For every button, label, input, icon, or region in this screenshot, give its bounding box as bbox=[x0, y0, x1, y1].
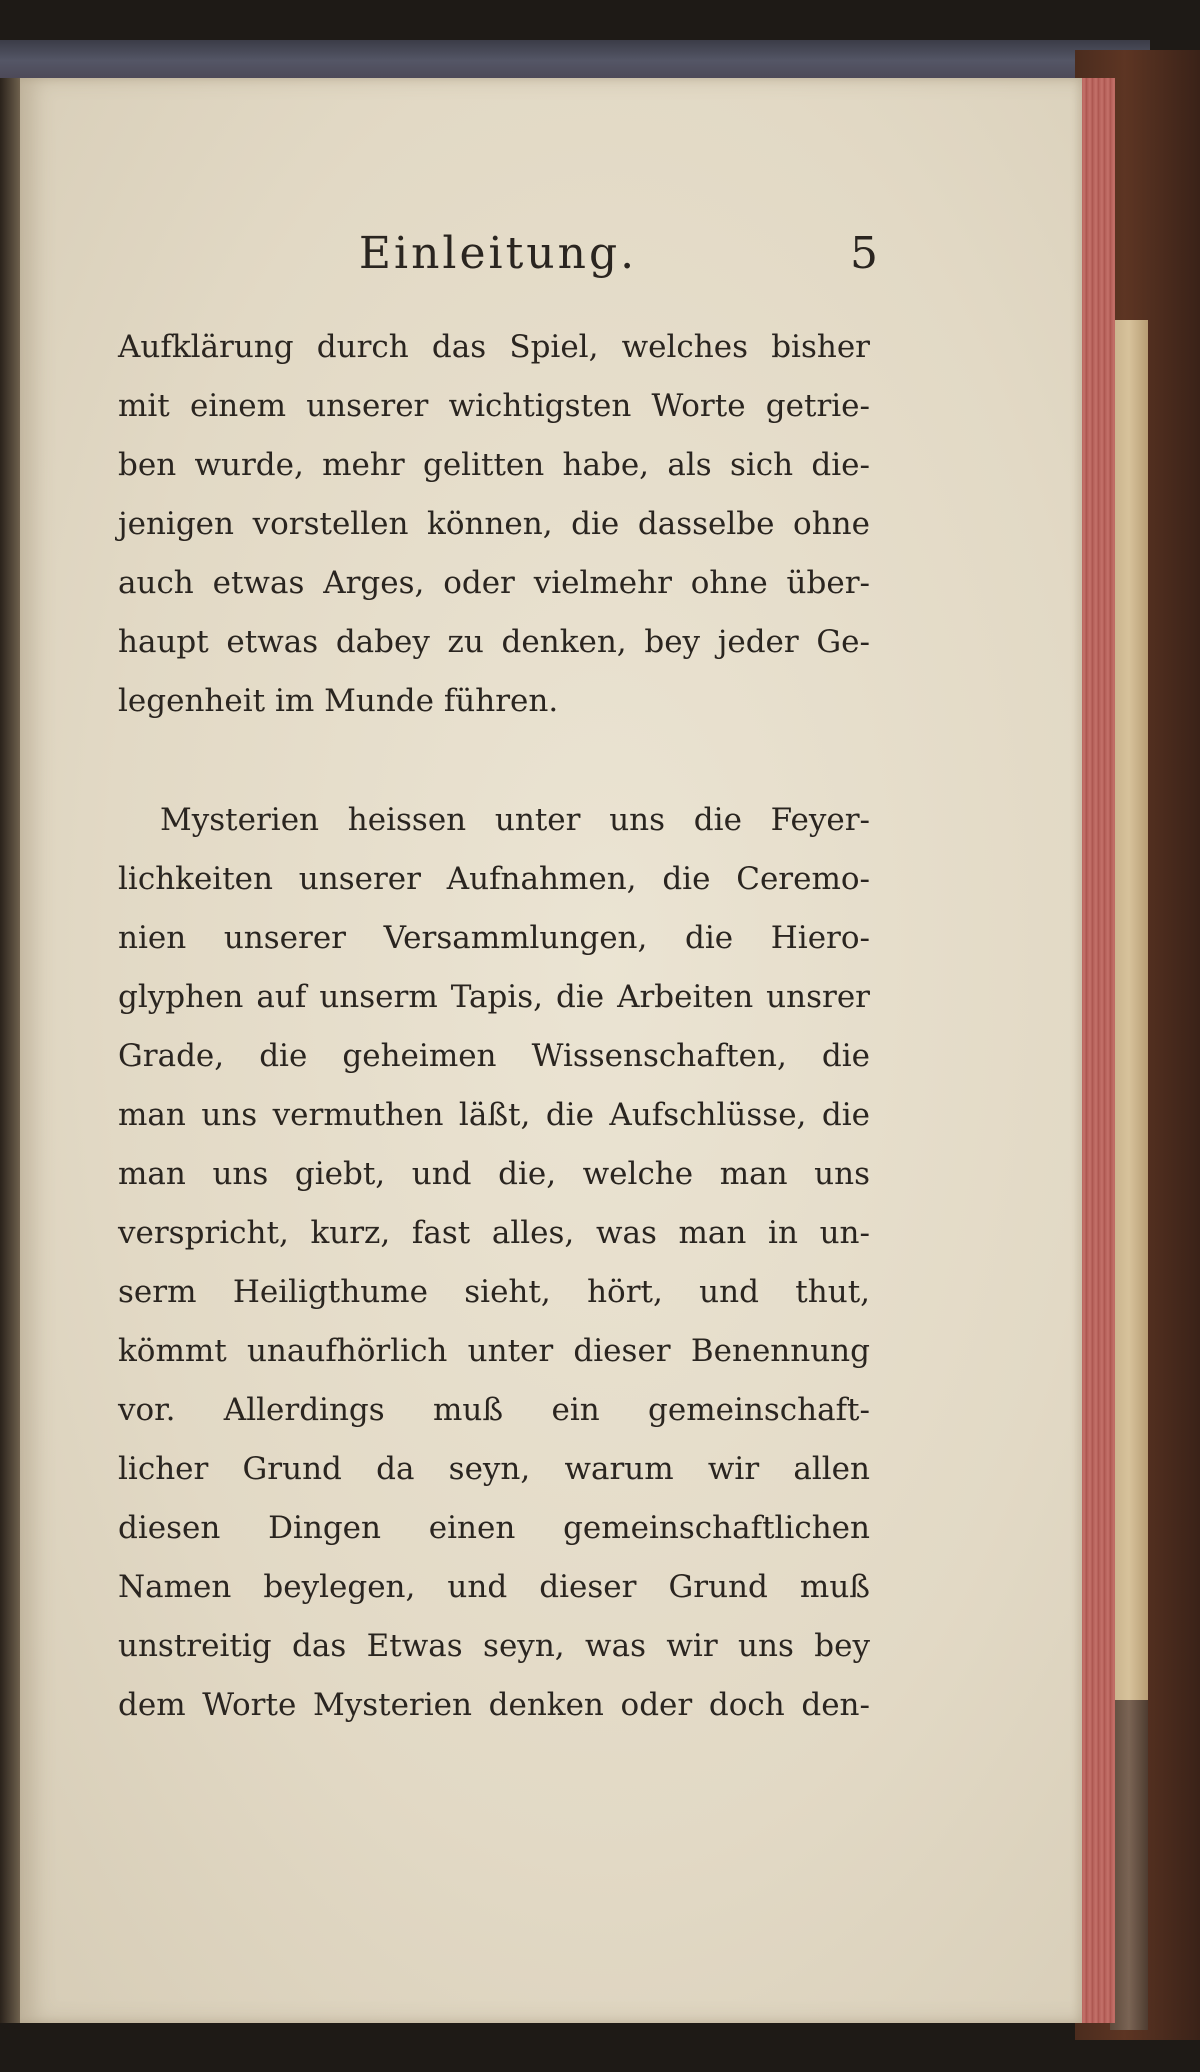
text-line: man uns vermuthen läßt, die Aufschlüsse, die bbox=[118, 1097, 870, 1133]
text-line: Aufklärung durch das Spiel, welches bisher bbox=[118, 329, 870, 365]
text-line: ben wurde, mehr gelitten habe, als sich die- bbox=[118, 447, 870, 483]
paragraph-gap bbox=[118, 731, 870, 791]
book-cover-paper-strip bbox=[1110, 320, 1148, 1700]
text-line: mit einem unserer wichtigsten Worte getrie- bbox=[118, 388, 870, 424]
text-line: verspricht, kurz, fast alles, was man in un- bbox=[118, 1215, 870, 1251]
text-line: unstreitig das Etwas seyn, was wir uns bey bbox=[118, 1628, 870, 1664]
text-line: Grade, die geheimen Wissenschaften, die bbox=[118, 1038, 870, 1074]
text-line: lichkeiten unserer Aufnahmen, die Ceremo- bbox=[118, 861, 870, 897]
page-title: Einleitung. bbox=[358, 228, 638, 279]
text-line: diesen Dingen einen gemeinschaftlichen bbox=[118, 1510, 870, 1546]
body-text bbox=[118, 318, 870, 1735]
page-number: 5 bbox=[850, 228, 878, 279]
text-line: licher Grund da seyn, warum wir allen bbox=[118, 1451, 870, 1487]
paragraph-2 bbox=[118, 791, 870, 1735]
text-line: kömmt unaufhörlich unter dieser Benennung bbox=[118, 1333, 870, 1369]
running-head bbox=[118, 228, 878, 288]
text-line: nien unserer Versammlungen, die Hiero- bbox=[118, 920, 870, 956]
text-line: dem Worte Mysterien denken oder doch den- bbox=[118, 1687, 870, 1723]
text-line: haupt etwas dabey zu denken, bey jeder Ge- bbox=[118, 624, 870, 660]
paragraph-1 bbox=[118, 318, 870, 731]
text-line: auch etwas Arges, oder vielmehr ohne über- bbox=[118, 565, 870, 601]
text-line: Mysterien heissen unter uns die Feyer- bbox=[160, 802, 870, 838]
text-line: man uns giebt, und die, welche man uns bbox=[118, 1156, 870, 1192]
text-line: serm Heiligthume sieht, hört, und thut, bbox=[118, 1274, 870, 1310]
text-line: Namen beylegen, und dieser Grund muß bbox=[118, 1569, 870, 1605]
text-line: legenheit im Munde führen. bbox=[118, 683, 559, 719]
text-line: jenigen vorstellen können, die dasselbe ohne bbox=[118, 506, 870, 542]
text-line: glyphen auf unserm Tapis, die Arbeiten unsrer bbox=[118, 979, 870, 1015]
text-line: vor. Allerdings muß ein gemeinschaft- bbox=[118, 1392, 870, 1428]
book-cover-leather-strip bbox=[1110, 1700, 1148, 2030]
